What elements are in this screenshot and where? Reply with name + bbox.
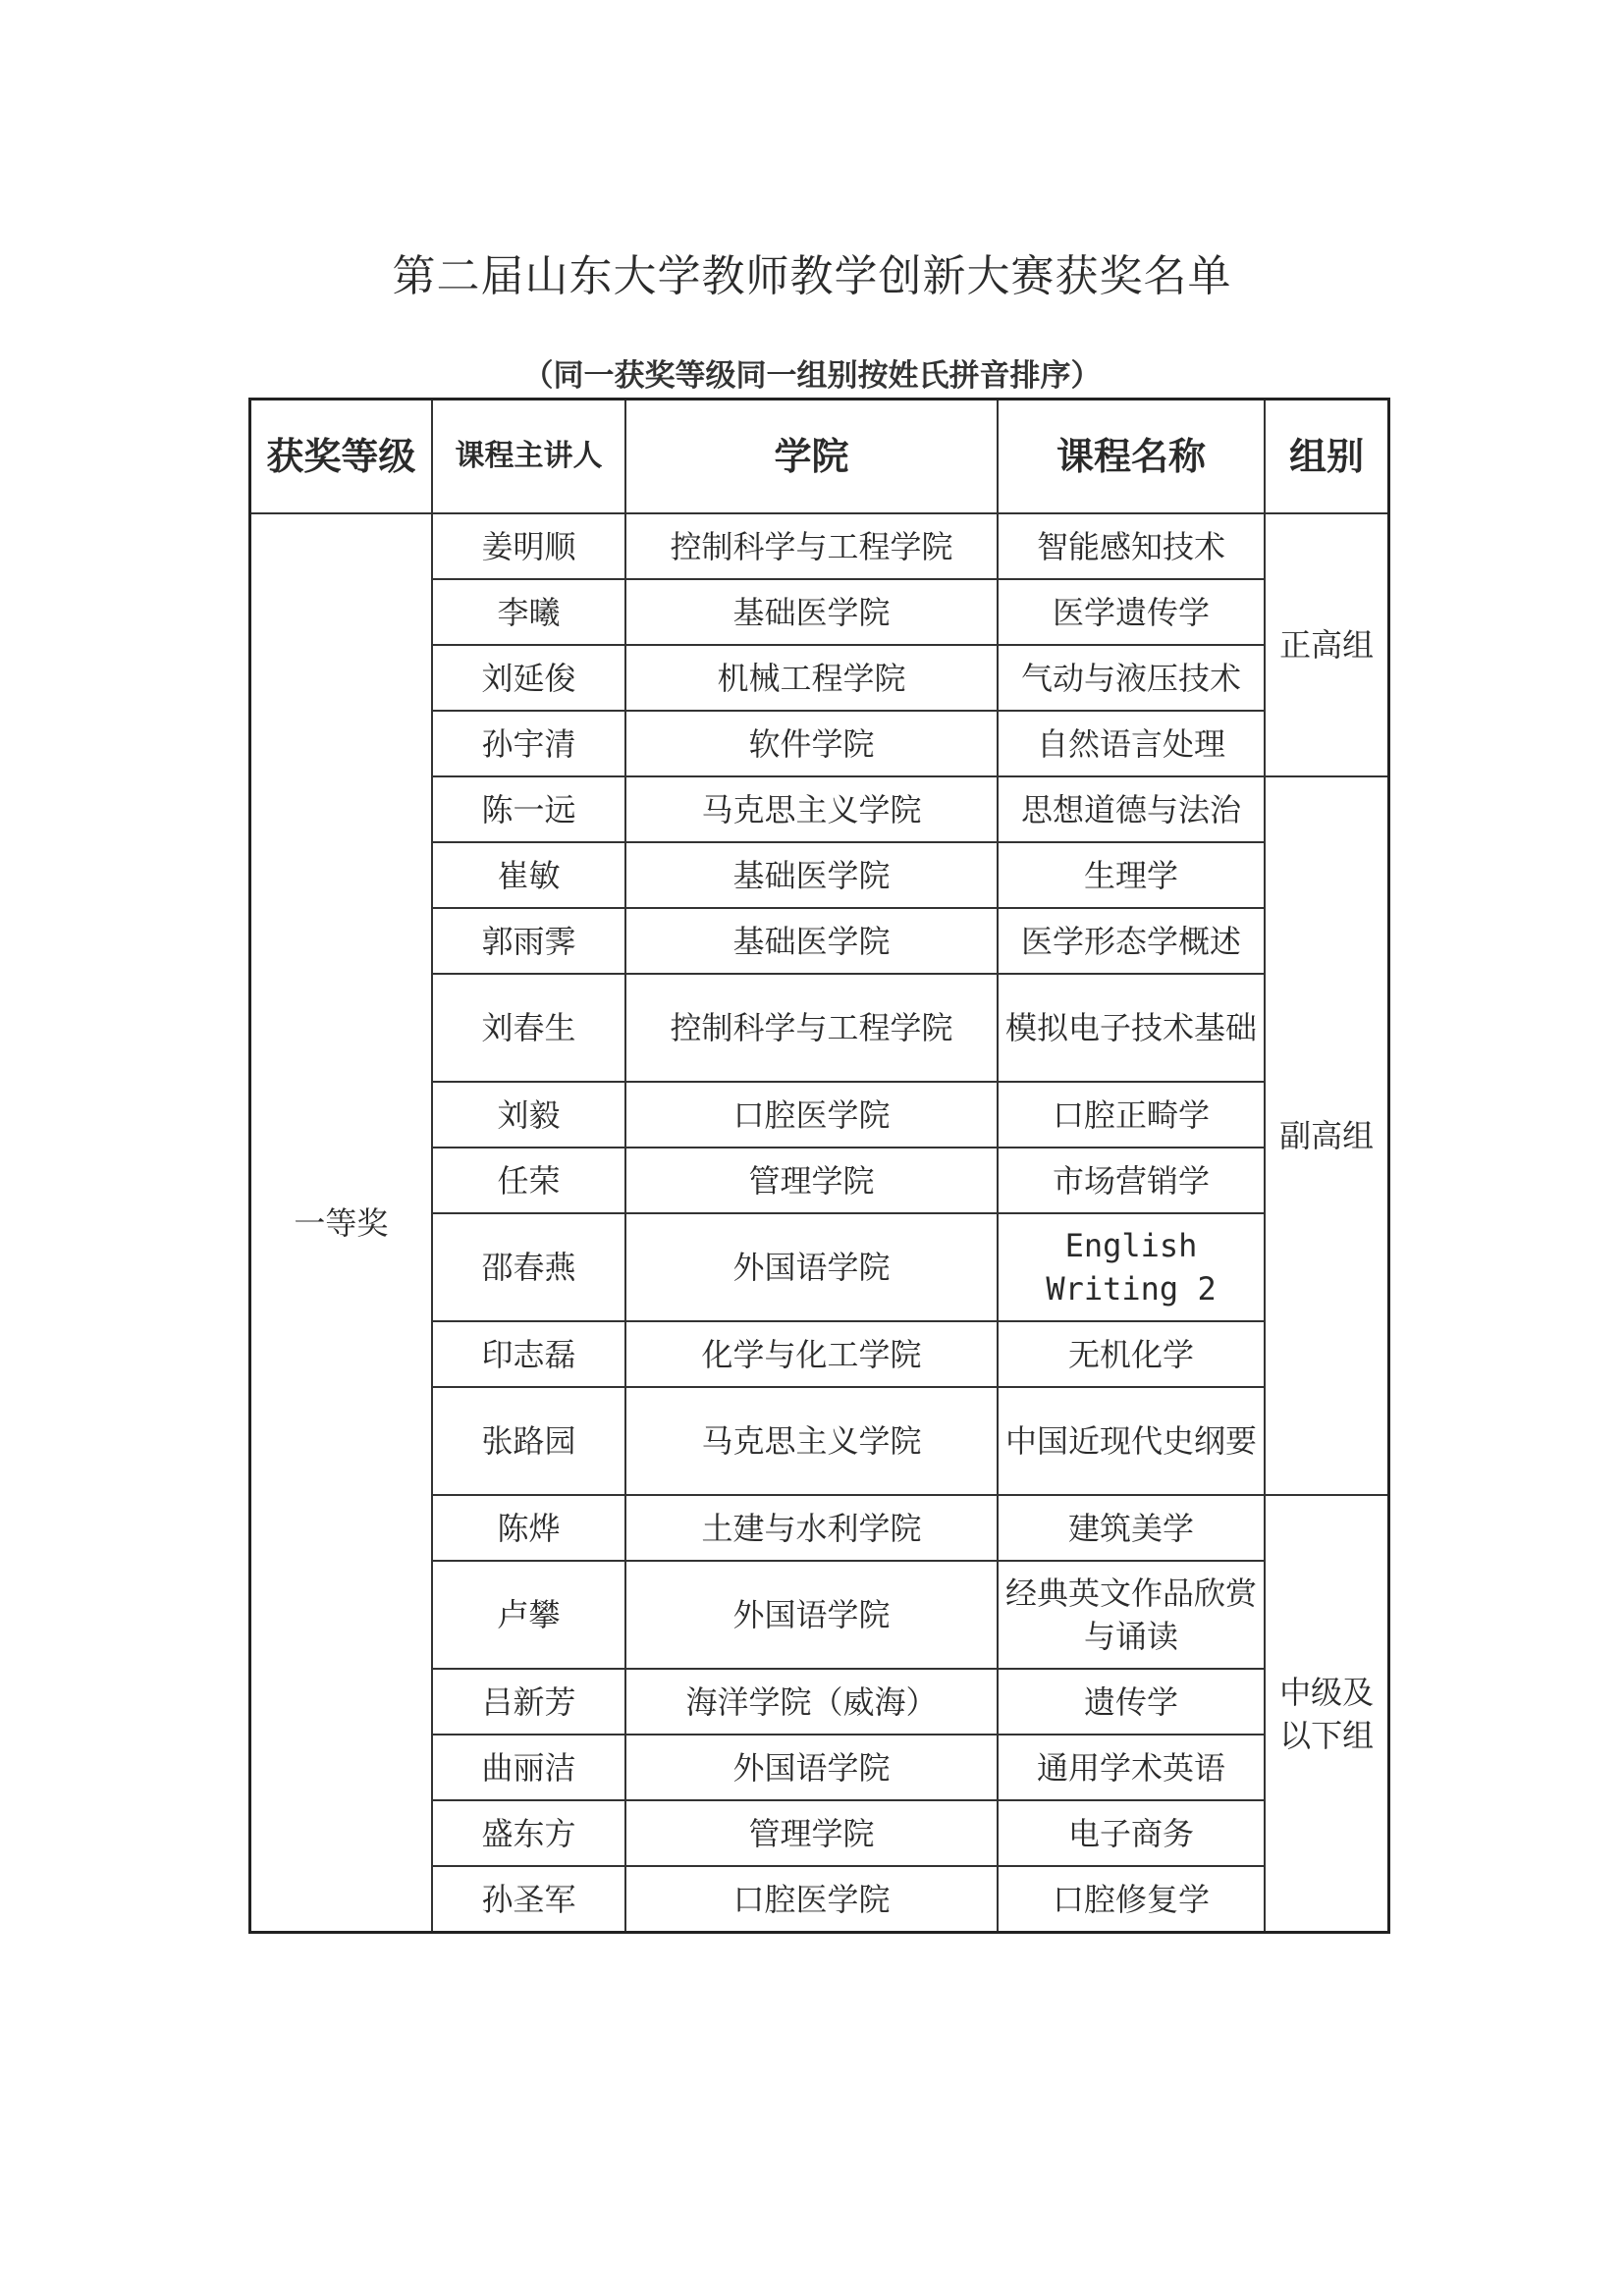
course-cell: 医学遗传学 [998, 579, 1265, 645]
header-award-level: 获奖等级 [250, 400, 432, 514]
college-cell: 口腔医学院 [625, 1866, 998, 1933]
course-cell: 口腔修复学 [998, 1866, 1265, 1933]
lecturer-cell: 李曦 [432, 579, 625, 645]
lecturer-cell: 陈烨 [432, 1495, 625, 1561]
course-cell: English Writing 2 [998, 1213, 1265, 1321]
course-cell: 模拟电子技术基础 [998, 974, 1265, 1082]
document-title: 第二届山东大学教师教学创新大赛获奖名单 [392, 251, 1232, 301]
lecturer-cell: 刘延俊 [432, 645, 625, 711]
lecturer-cell: 张路园 [432, 1387, 625, 1495]
college-cell: 基础医学院 [625, 842, 998, 908]
college-cell: 口腔医学院 [625, 1082, 998, 1148]
lecturer-cell: 陈一远 [432, 776, 625, 842]
header-lecturer: 课程主讲人 [432, 400, 625, 514]
college-cell: 管理学院 [625, 1148, 998, 1213]
course-cell: 思想道德与法治 [998, 776, 1265, 842]
college-cell: 外国语学院 [625, 1561, 998, 1669]
lecturer-cell: 曲丽洁 [432, 1735, 625, 1800]
table-body [250, 513, 1389, 1933]
college-cell: 软件学院 [625, 711, 998, 776]
document-subtitle: （同一获奖等级同一组别按姓氏拼音排序） [522, 358, 1102, 394]
lecturer-cell: 孙圣军 [432, 1866, 625, 1933]
course-cell: 市场营销学 [998, 1148, 1265, 1213]
lecturer-cell: 刘毅 [432, 1082, 625, 1148]
lecturer-cell: 卢攀 [432, 1561, 625, 1669]
course-cell: 医学形态学概述 [998, 908, 1265, 974]
lecturer-cell: 印志磊 [432, 1321, 625, 1387]
lecturer-cell: 盛东方 [432, 1800, 625, 1866]
lecturer-cell: 崔敏 [432, 842, 625, 908]
lecturer-cell: 邵春燕 [432, 1213, 625, 1321]
college-cell: 管理学院 [625, 1800, 998, 1866]
course-cell: 自然语言处理 [998, 711, 1265, 776]
group-cell: 副高组 [1265, 776, 1388, 1495]
header-group: 组别 [1265, 400, 1388, 514]
college-cell: 海洋学院（威海） [625, 1669, 998, 1735]
college-cell: 控制科学与工程学院 [625, 513, 998, 579]
course-cell: 智能感知技术 [998, 513, 1265, 579]
college-cell: 基础医学院 [625, 579, 998, 645]
lecturer-cell: 任荣 [432, 1148, 625, 1213]
header-college: 学院 [625, 400, 998, 514]
college-cell: 马克思主义学院 [625, 1387, 998, 1495]
course-cell: 遗传学 [998, 1669, 1265, 1735]
college-cell: 机械工程学院 [625, 645, 998, 711]
course-cell: 口腔正畸学 [998, 1082, 1265, 1148]
group-cell: 中级及以下组 [1265, 1495, 1388, 1933]
header-course: 课程名称 [998, 400, 1265, 514]
college-cell: 基础医学院 [625, 908, 998, 974]
group-cell: 正高组 [1265, 513, 1388, 776]
awards-table [248, 398, 1390, 1934]
course-cell: 通用学术英语 [998, 1735, 1265, 1800]
lecturer-cell: 郭雨霁 [432, 908, 625, 974]
course-cell: 建筑美学 [998, 1495, 1265, 1561]
course-cell: 气动与液压技术 [998, 645, 1265, 711]
college-cell: 外国语学院 [625, 1213, 998, 1321]
lecturer-cell: 孙宇清 [432, 711, 625, 776]
course-cell: 电子商务 [998, 1800, 1265, 1866]
award-level-cell: 一等奖 [250, 513, 432, 1933]
table-row [250, 513, 1389, 579]
college-cell: 外国语学院 [625, 1735, 998, 1800]
course-cell: 生理学 [998, 842, 1265, 908]
college-cell: 控制科学与工程学院 [625, 974, 998, 1082]
lecturer-cell: 吕新芳 [432, 1669, 625, 1735]
lecturer-cell: 刘春生 [432, 974, 625, 1082]
course-cell: 经典英文作品欣赏与诵读 [998, 1561, 1265, 1669]
college-cell: 化学与化工学院 [625, 1321, 998, 1387]
header-row [250, 400, 1389, 514]
college-cell: 马克思主义学院 [625, 776, 998, 842]
college-cell: 土建与水利学院 [625, 1495, 998, 1561]
lecturer-cell: 姜明顺 [432, 513, 625, 579]
course-cell: 中国近现代史纲要 [998, 1387, 1265, 1495]
course-cell: 无机化学 [998, 1321, 1265, 1387]
